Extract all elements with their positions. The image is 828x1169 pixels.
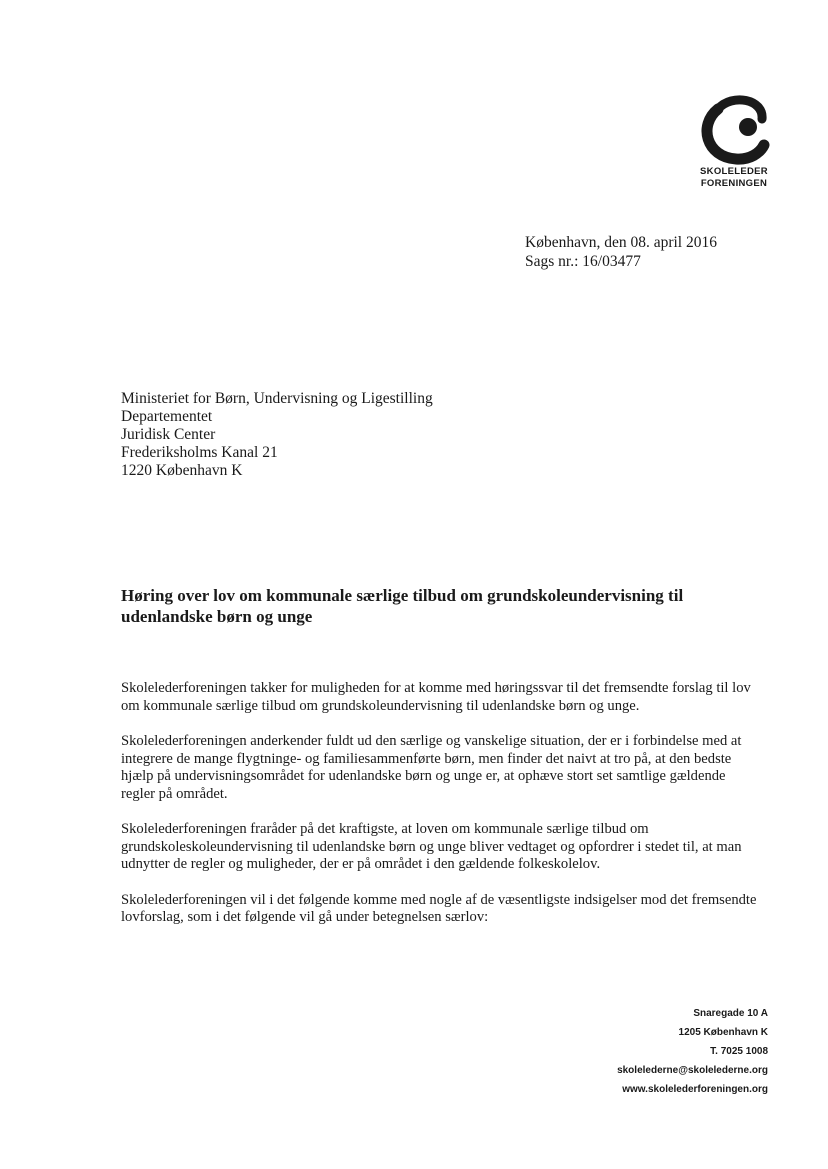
recipient-line: 1220 København K	[121, 462, 243, 479]
footer-city: 1205 København K	[678, 1027, 768, 1038]
organization-logo	[688, 95, 780, 189]
skolelederforeningen-logo-icon	[696, 95, 772, 165]
logo-text-line-1: SKOLELEDER	[700, 166, 768, 177]
recipient-line: Frederiksholms Kanal 21	[121, 444, 278, 461]
recipient-address	[121, 390, 433, 480]
letter-body	[121, 680, 761, 945]
case-number: Sags nr.: 16/03477	[525, 253, 641, 270]
date-block	[525, 233, 717, 271]
logo-text-line-2: FORENINGEN	[700, 178, 768, 189]
body-paragraph: Skolelederforeningen takker for muligheden for at komme med høringssvar til det fremsendte forslag til lov om kommunale særlige tilbud om grundskoleundervisning til udenlandske børn og unge.	[121, 680, 751, 714]
body-paragraph: Skolelederforeningen fraråder på det kraftigste, at loven om kommunale særlige tilbud om grundskoleskoleundervisning til udenlandske børn og unge bliver vedtaget og opfordrer i stedet til, at man udnytter de regler og muligheder, der er på området i den gældende folkeskolelov.	[121, 821, 742, 872]
body-paragraph: Skolelederforeningen vil i det følgende komme med nogle af de væsentligste indsigelser mod det fremsendte lovforslag, som i det følgende vil gå under betegnelsen særlov:	[121, 891, 757, 925]
contact-footer	[617, 1004, 768, 1099]
recipient-line: Ministeriet for Børn, Undervisning og Ligestilling	[121, 390, 433, 407]
body-paragraph: Skolelederforeningen anderkender fuldt ud den særlige og vanskelige situation, der er i forbindelse med at integrere de mange flygtninge- og familiesammenførte børn, men finder det naivt at tro på, at den bedste hjælp på undervisningsområdet for udenlandske børn og unge er, at ophæve stort set samtlige gældende regler på området.	[121, 733, 742, 802]
recipient-line: Juridisk Center	[121, 426, 216, 443]
footer-email: skolelederne@skolelederne.org	[617, 1065, 768, 1076]
date-line: København, den 08. april 2016	[525, 234, 717, 251]
footer-website: www.skolelederforeningen.org	[622, 1084, 768, 1095]
letter-subject: Høring over lov om kommunale særlige tilbud om grundskoleundervisning til udenlandske børn og unge	[121, 586, 684, 626]
footer-street: Snaregade 10 A	[693, 1008, 768, 1019]
footer-phone: T. 7025 1008	[710, 1046, 768, 1057]
recipient-line: Departementet	[121, 408, 213, 425]
